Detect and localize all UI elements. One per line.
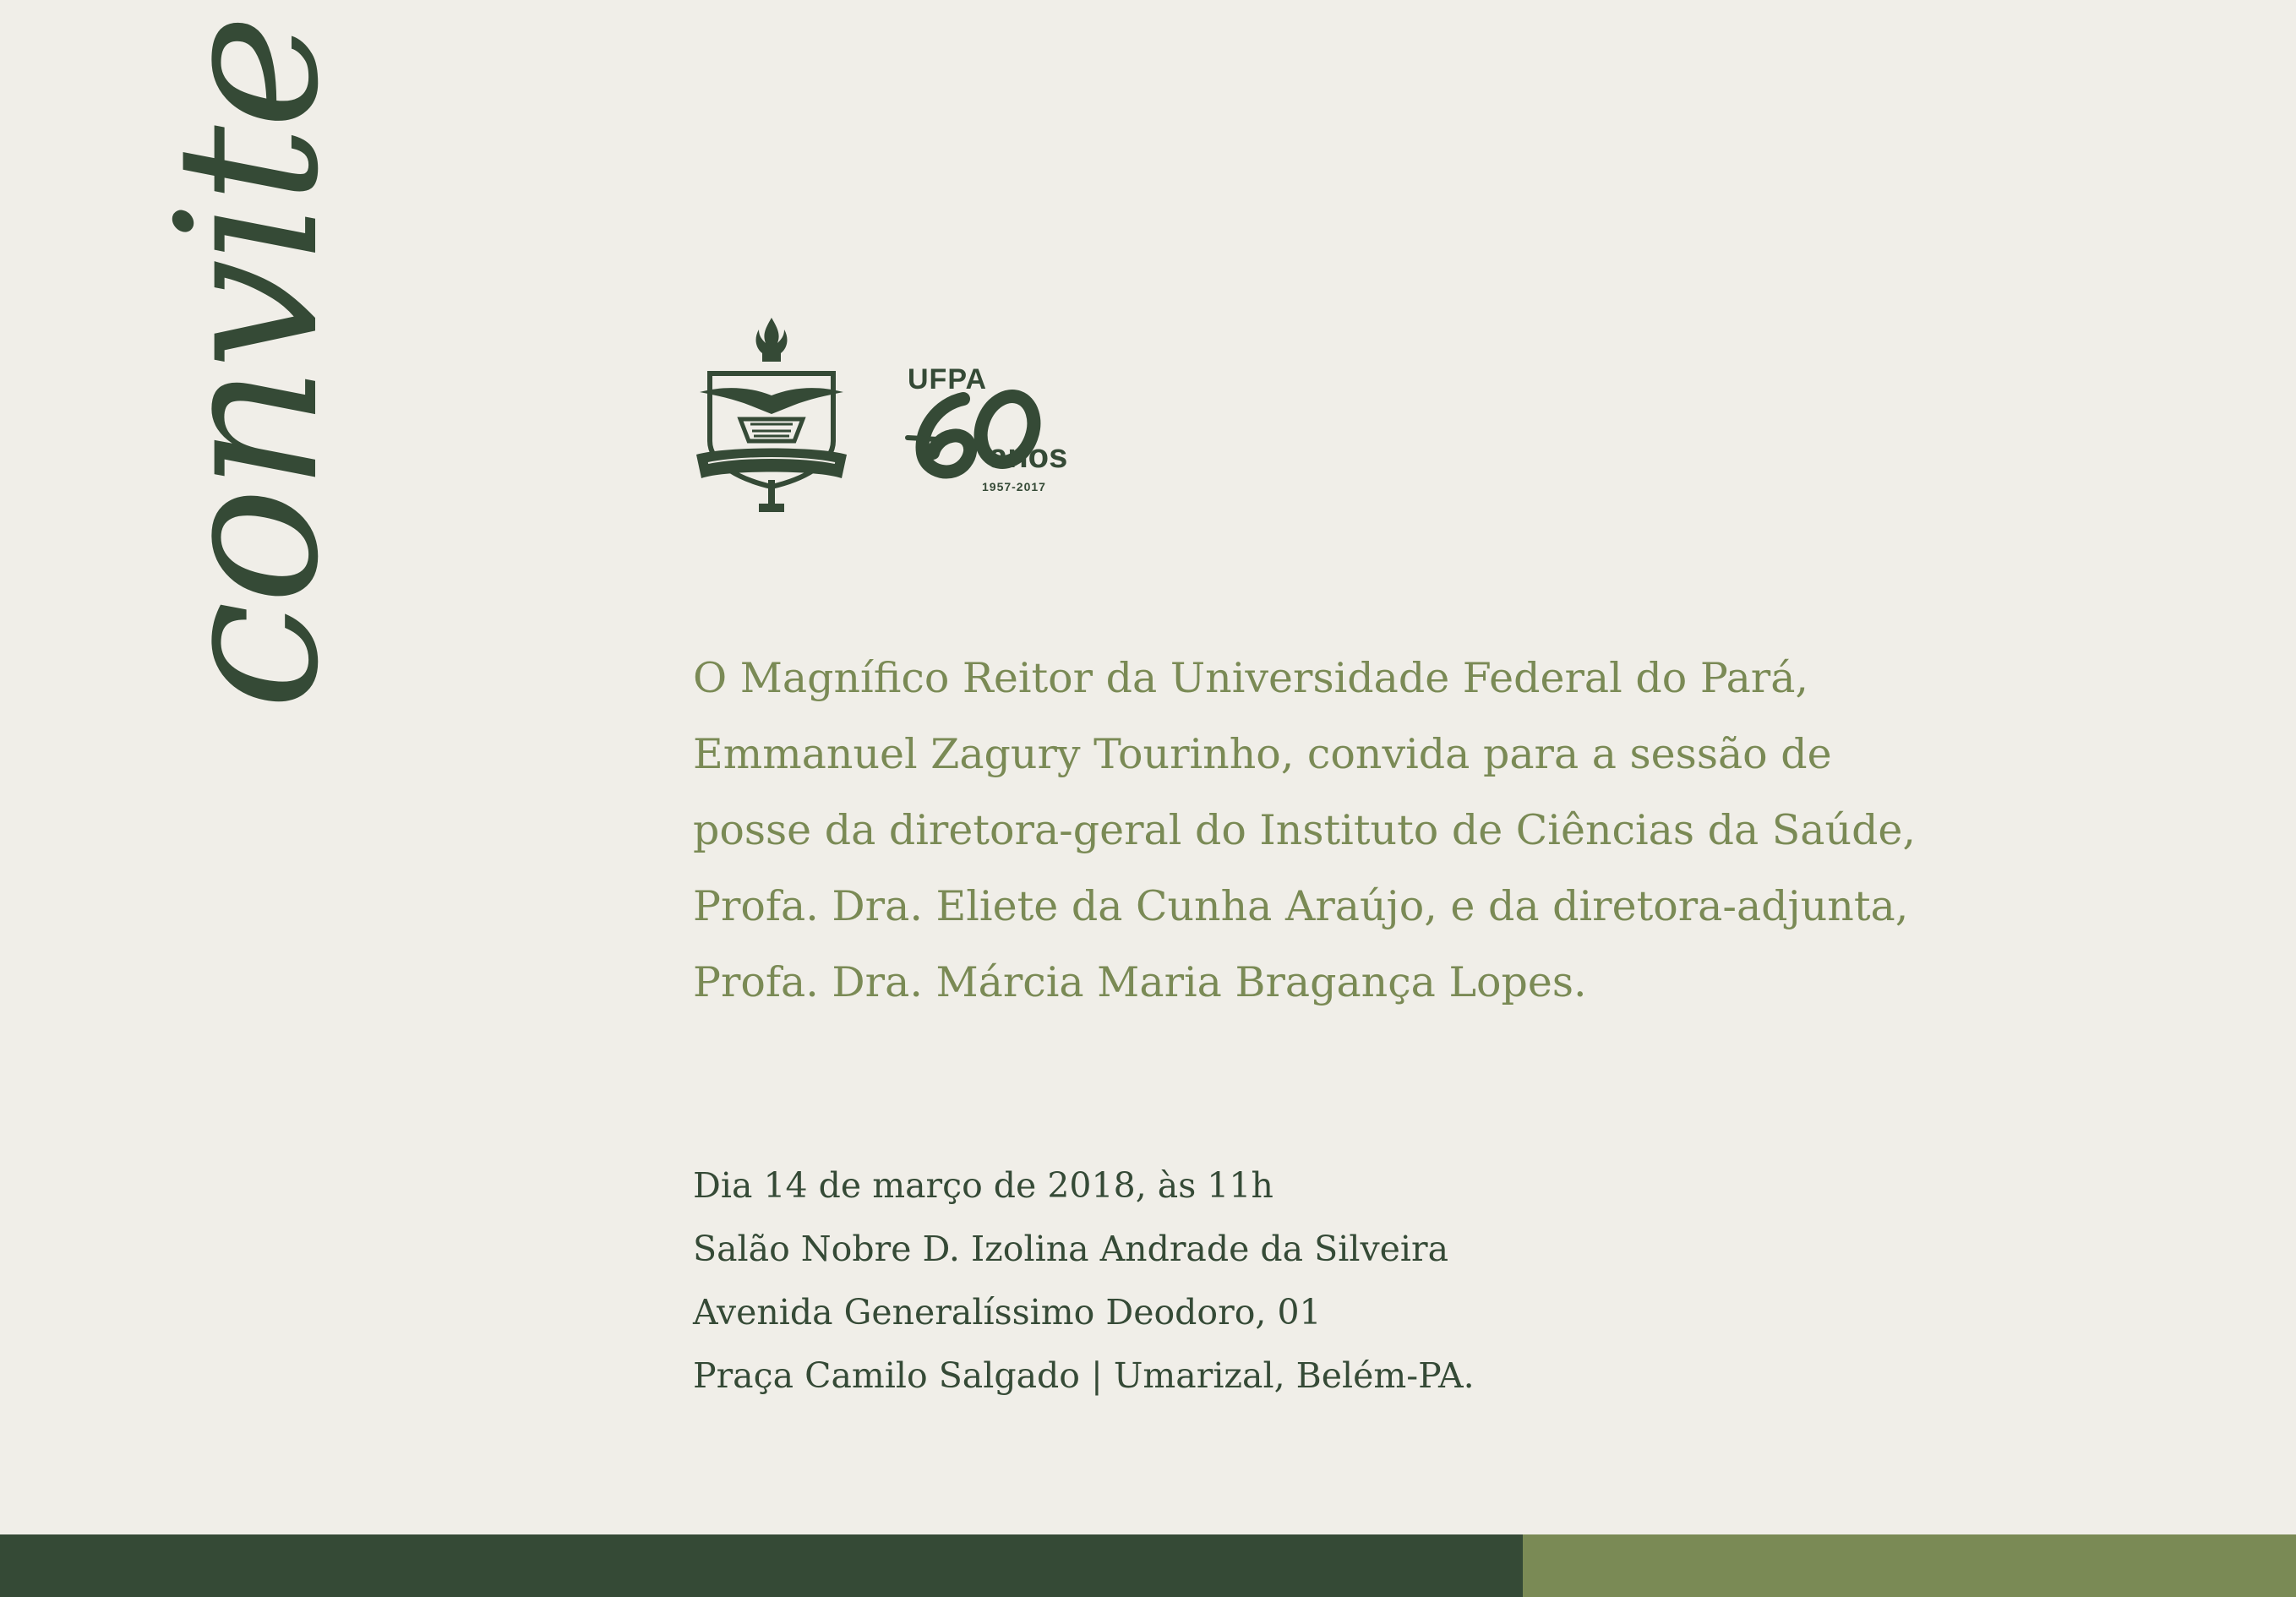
ufpa-60-anos-logo [904,363,1073,507]
event-date: Dia 14 de março de 2018, às 11h [693,1165,1273,1206]
invitation-line: Emmanuel Zagury Tourinho, convida para a sessão de [693,730,1832,778]
invitation-paragraph [693,640,1918,1021]
heading-convite: convite [136,17,362,710]
invitation-line: posse da diretora-geral do Instituto de Ciências da Saúde, [693,806,1917,854]
event-location: Praça Camilo Salgado | Umarizal, Belém-PA. [693,1355,1475,1396]
ufpa-label: UFPA [908,363,988,395]
invitation-line: Profa. Dra. Márcia Maria Bragança Lopes. [693,958,1587,1006]
university-crest-logo [691,314,852,521]
footer-bar-dark [0,1534,1523,1597]
years-label: 1957-2017 [982,480,1046,493]
event-venue: Salão Nobre D. Izolina Andrade da Silveira [693,1229,1449,1269]
logo-group [691,314,1072,521]
anos-label: anos [989,438,1068,475]
footer-bar-light [1523,1534,2296,1597]
event-address: Avenida Generalíssimo Deodoro, 01 [693,1292,1322,1333]
invitation-line: Profa. Dra. Eliete da Cunha Araújo, e da diretora-adjunta, [693,882,1909,930]
invitation-line: O Magnífico Reitor da Universidade Federal do Pará, [693,654,1809,702]
event-details [693,1154,1792,1408]
